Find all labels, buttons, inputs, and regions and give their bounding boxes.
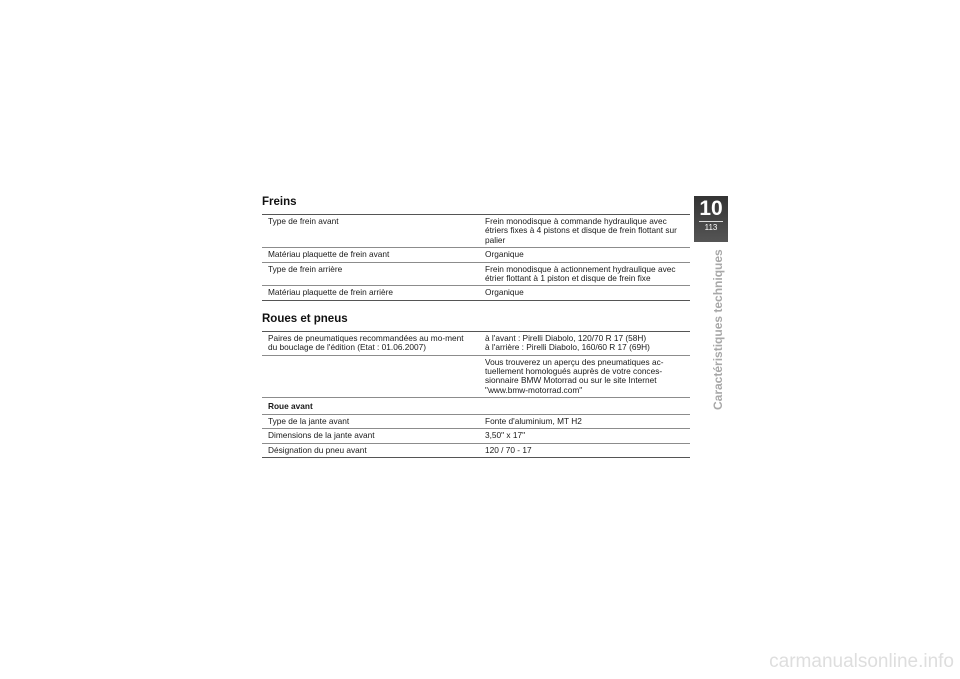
row-value [479,331,690,355]
table-row [262,443,690,457]
chapter-tab [694,196,728,242]
section-title-freins: Freins [262,196,297,208]
row-value: 3,50" x 17" [479,429,690,443]
row-value: Frein monodisque à actionnement hydraulique avec étrier flottant à 1 piston et disque de frein fixe [479,262,690,286]
row-value: Organique [479,248,690,262]
table-row [262,248,690,262]
tyre-front: à l'avant : Pirelli Diabolo, 120/70 R 17 (58H) [485,332,647,343]
subheading-roue-avant: Roue avant [262,398,690,414]
section-title-roues: Roues et pneus [262,312,348,325]
watermark: carmanualsonline.info [769,651,954,672]
row-label: Dimensions de la jante avant [262,429,479,443]
table-row [262,262,690,286]
row-label: Désignation du pneu avant [262,443,479,457]
row-label: Type de frein avant [262,215,479,248]
row-value: Vous trouverez un aperçu des pneumatiques ac-tuellement homologués auprès de votre conces-sionnaire BMW Motorrad ou sur le site Internet "www.bmw-motorrad.com" [479,355,690,398]
tyre-rear: à l'arrière : Pirelli Diabolo, 160/60 R 17 (69H) [485,342,650,353]
brakes-table [262,214,690,301]
row-value: Organique [479,286,690,300]
table-row [262,355,690,398]
row-label-empty [262,355,479,398]
table-row [262,331,690,355]
table-row [262,414,690,428]
row-value: Fonte d'aluminium, MT H2 [479,414,690,428]
table-row [262,429,690,443]
row-label: Matériau plaquette de frein arrière [262,286,479,300]
table-row [262,215,690,248]
table-subheading-row [262,398,690,414]
page-content [262,196,690,458]
table-row [262,286,690,300]
wheels-table [262,331,690,458]
row-label: Type de la jante avant [262,414,479,428]
row-label: Paires de pneumatiques recommandées au mo-ment du bouclage de l'édition (Etat : 01.06.2007) [262,331,479,355]
row-label: Type de frein arrière [262,262,479,286]
chapter-number: 10 [699,197,723,220]
row-label: Matériau plaquette de frein avant [262,248,479,262]
row-value: 120 / 70 - 17 [479,443,690,457]
row-value: Frein monodisque à commande hydraulique avec étriers fixes à 4 pistons et disque de frein flottant sur palier [479,215,690,248]
page-number: 113 [699,221,723,233]
chapter-side-title: Caractéristiques techniques [711,249,725,410]
